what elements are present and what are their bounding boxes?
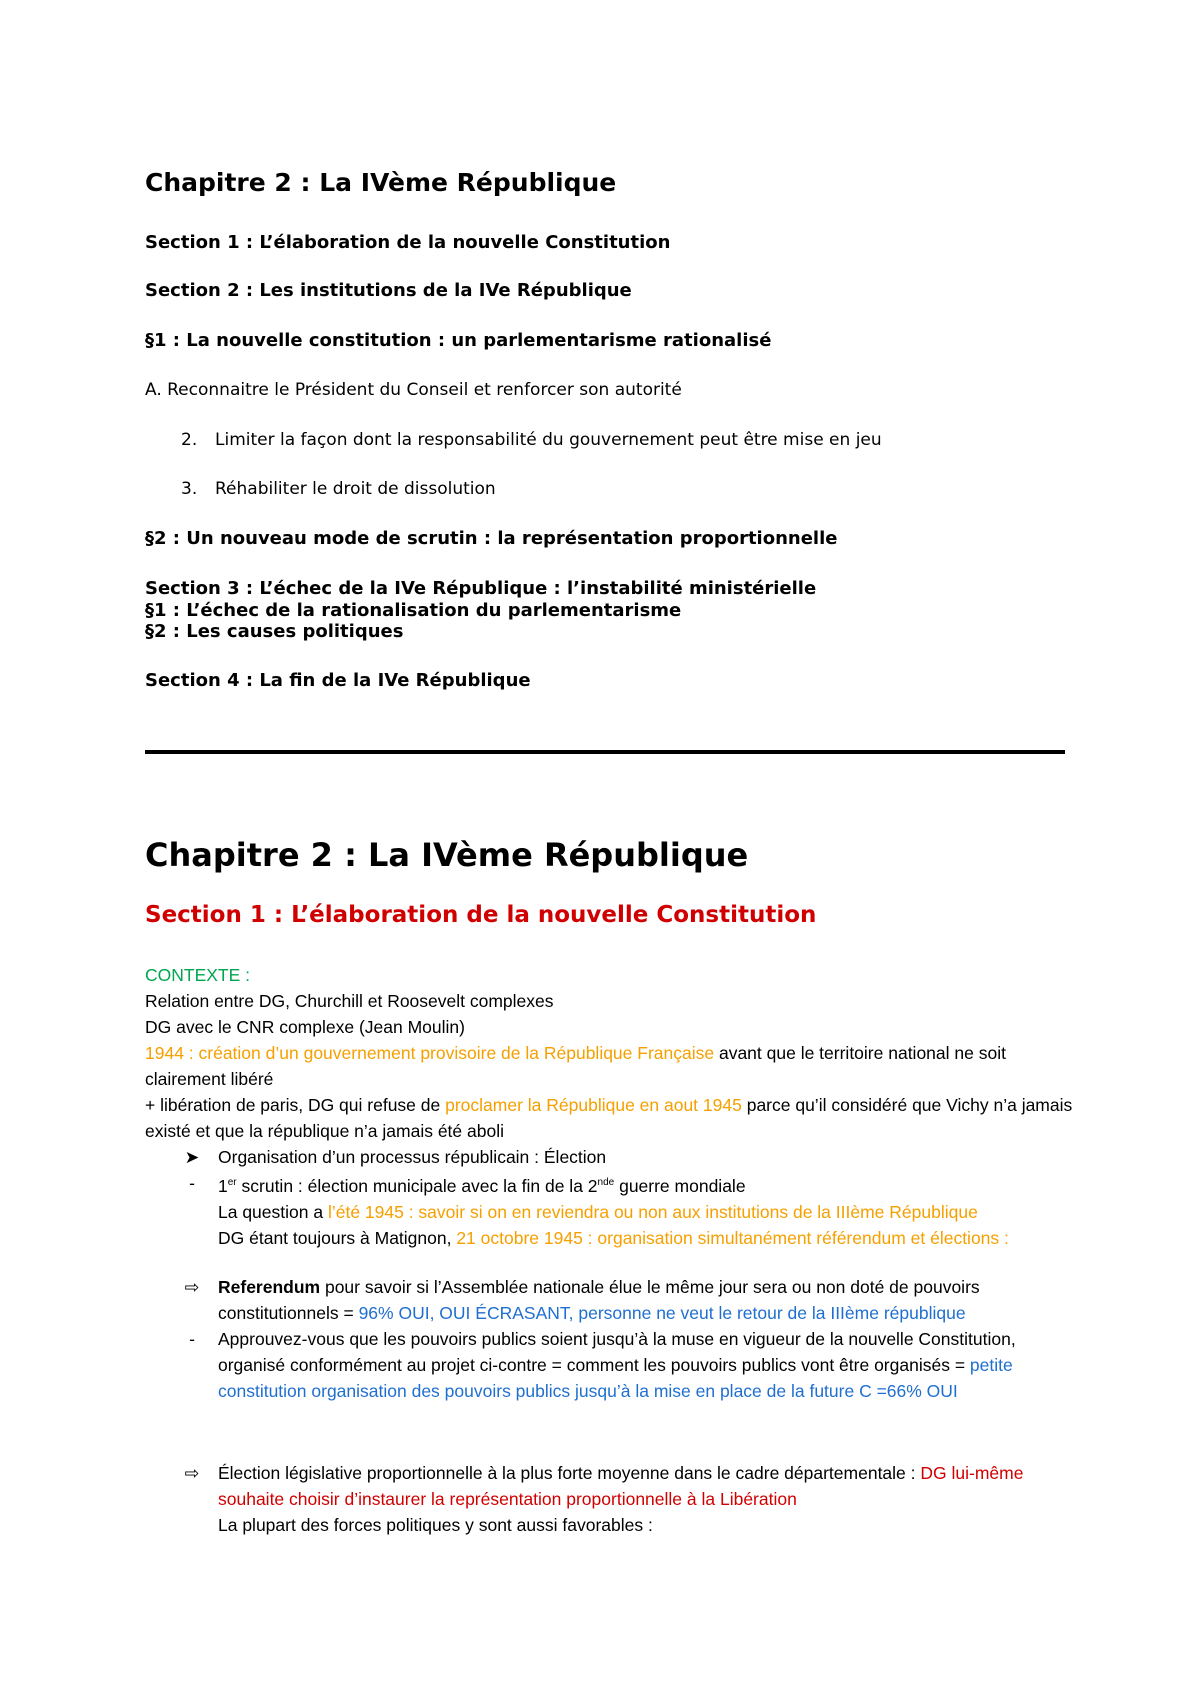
arrow-item-referendum (145, 1274, 1075, 1326)
context-label: CONTEXTE : (145, 965, 251, 985)
section-1-title: Section 1 : L’élaboration de la nouvelle Constitution (145, 902, 817, 928)
context-line-4 (145, 1092, 1075, 1144)
toc-title: Chapitre 2 : La IVème République (145, 168, 617, 197)
war-superscript: nde (597, 1177, 615, 1188)
dash-item-scrutin (145, 1170, 1075, 1251)
context-block (145, 962, 1075, 1144)
dash-item-approuvez (145, 1326, 1075, 1404)
approuvez-body: Approuvez-vous que les pouvoirs publics soient jusqu’à la muse en vigueur de la nouvelle Constitution, organisé conformément au projet ci-contre = comment les pouvoirs publics vont être organisés = (218, 1329, 1016, 1375)
section-divider (145, 750, 1065, 754)
dg-text: DG étant toujours à Matignon, (218, 1227, 457, 1248)
context-line-4-highlight: proclamer la République en aout 1945 (445, 1095, 742, 1115)
scrutin-text: scrutin : élection municipale avec la fin de la 2 (236, 1175, 598, 1196)
referendum-text (218, 1274, 1075, 1326)
toc-item-3-text: Réhabiliter le droit de dissolution (215, 479, 496, 499)
toc-item-2-number: 2. (181, 430, 198, 450)
war-text: guerre mondiale (614, 1175, 746, 1196)
toc-item-2-text: Limiter la façon dont la responsabilité du gouvernement peut être mise en jeu (215, 430, 882, 450)
toc-paragraph-1: §1 : La nouvelle constitution : un parlementarisme rationalisé (145, 330, 772, 351)
toc-item-a: A. Reconnaitre le Président du Conseil et renforcer son autorité (145, 380, 682, 400)
approuvez-text (218, 1326, 1075, 1404)
dg-highlight: 21 octobre 1945 : organisation simultanément référendum et élections : (456, 1227, 1009, 1248)
toc-paragraph-2: §2 : Un nouveau mode de scrutin : la représentation proportionnelle (145, 528, 838, 549)
question-text: La question a (218, 1201, 328, 1222)
toc-section-3-paragraph-1: §1 : L’échec de la rationalisation du parlementarisme (145, 600, 682, 621)
election-text (218, 1460, 1075, 1538)
dash-bullet-icon: - (189, 1329, 195, 1349)
context-line-4-end: parce qu’il considéré que Vichy n’a jamais existé et que la république n’a jamais été aboli (145, 1095, 1073, 1141)
chapter-title: Chapitre 2 : La IVème République (145, 836, 749, 874)
context-line-3-highlight: 1944 : création d’un gouvernement provisoire de la République Française (145, 1043, 715, 1063)
referendum-body: pour savoir si l’Assemblée nationale élue le même jour sera ou non doté de pouvoirs constitutionnels = (218, 1277, 980, 1323)
toc-section-1: Section 1 : L’élaboration de la nouvelle Constitution (145, 232, 671, 253)
context-line-3-rest: avant que le territoire national ne soit clairement libéré (145, 1043, 1006, 1089)
referendum-result: 96% OUI, OUI ÉCRASANT, personne ne veut le retour de la IIIème république (358, 1303, 966, 1323)
toc-section-3: Section 3 : L’échec de la IVe République : l’instabilité ministérielle (145, 578, 817, 599)
toc-item-2 (181, 430, 882, 450)
dash-bullet-icon: - (189, 1173, 195, 1193)
toc-section-3-paragraph-2: §2 : Les causes politiques (145, 621, 404, 642)
bullet-organisation (145, 1144, 1075, 1170)
context-line-1: Relation entre DG, Churchill et Roosevelt complexes (145, 991, 554, 1011)
toc-section-2: Section 2 : Les institutions de la IVe République (145, 280, 632, 301)
approuvez-result: petite constitution organisation des pouvoirs publics jusqu’à la mise en place de la future C =66% OUI (218, 1355, 1013, 1401)
question-highlight: l’été 1945 : savoir si on en reviendra ou non aux institutions de la IIIème République (327, 1201, 978, 1222)
election-highlight: DG lui-même souhaite choisir d’instaurer la représentation proportionnelle à la Libération (218, 1463, 1024, 1509)
election-body: Élection législative proportionnelle à la plus forte moyenne dans le cadre départementale : (218, 1463, 921, 1483)
context-line-2: DG avec le CNR complexe (Jean Moulin) (145, 1017, 465, 1037)
scrutin-number: 1 (218, 1175, 228, 1196)
referendum-label: Referendum (218, 1277, 321, 1297)
dash-item-scrutin-text (218, 1170, 1075, 1251)
right-arrow-icon: ⇨ (184, 1463, 200, 1483)
arrow-item-election (145, 1460, 1075, 1538)
toc-section-4: Section 4 : La fin de la IVe République (145, 670, 531, 691)
context-line-4-start: + libération de paris, DG qui refuse de (145, 1095, 446, 1115)
right-arrow-icon: ⇨ (184, 1277, 200, 1297)
scrutin-superscript: er (227, 1177, 237, 1188)
toc-item-3-number: 3. (181, 479, 198, 499)
bullet-organisation-text: Organisation d’un processus républicain : Élection (218, 1147, 607, 1167)
toc-item-3 (181, 479, 496, 499)
election-forces-text: La plupart des forces politiques y sont aussi favorables : (218, 1515, 653, 1535)
arrowhead-bullet-icon: ➤ (184, 1147, 200, 1167)
context-line-3 (145, 1040, 1075, 1092)
